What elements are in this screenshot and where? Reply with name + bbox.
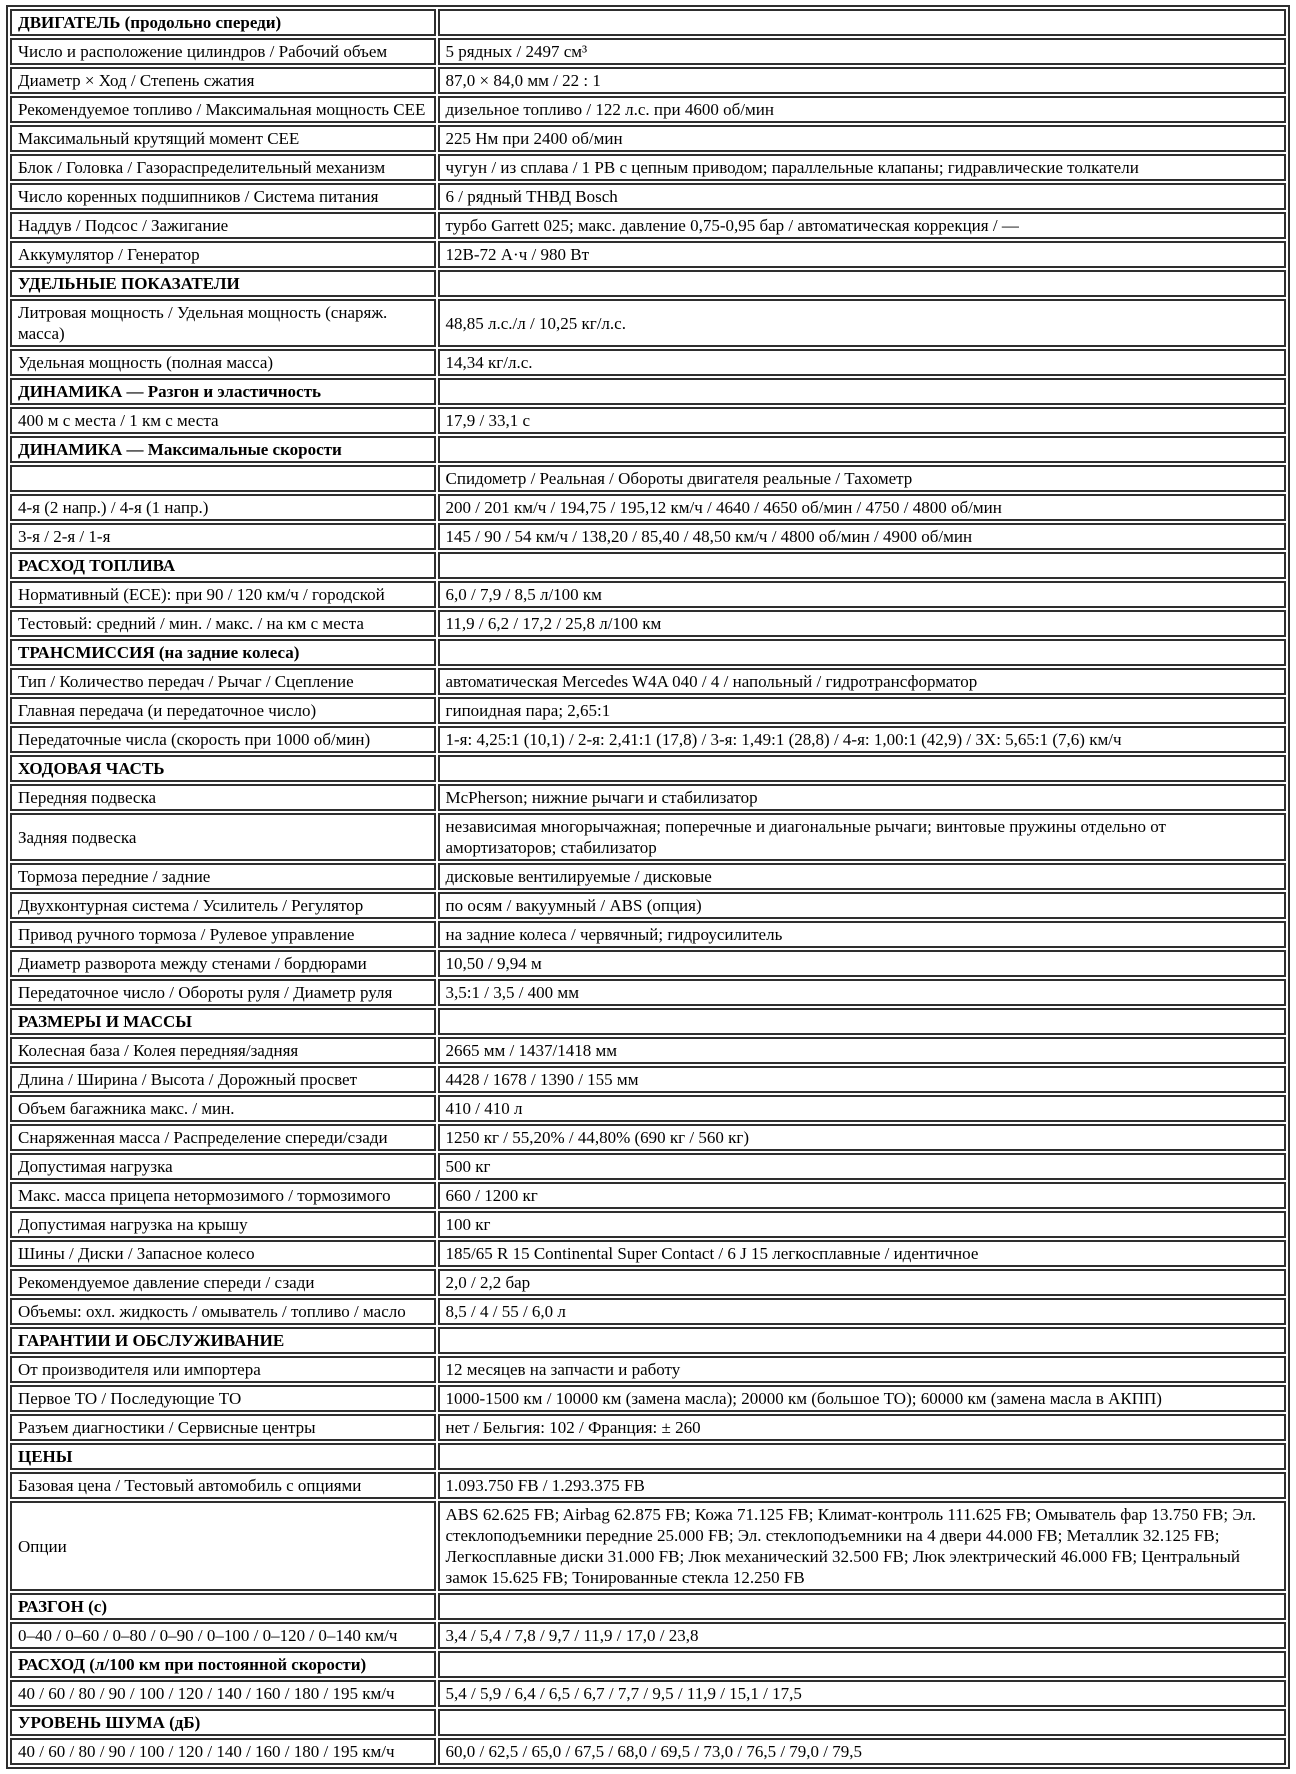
spec-row	[10, 863, 1286, 890]
spec-value: 410 / 410 л	[438, 1095, 1286, 1122]
section-title: ГАРАНТИИ И ОБСЛУЖИВАНИЕ	[10, 1327, 436, 1354]
spec-row	[10, 1066, 1286, 1093]
section-header-row	[10, 1008, 1286, 1035]
spec-row	[10, 1269, 1286, 1296]
spec-label: Шины / Диски / Запасное колесо	[10, 1240, 436, 1267]
section-title: РАЗМЕРЫ И МАССЫ	[10, 1008, 436, 1035]
spec-row	[10, 183, 1286, 210]
spec-value: 4428 / 1678 / 1390 / 155 мм	[438, 1066, 1286, 1093]
section-title: ЦЕНЫ	[10, 1443, 436, 1470]
spec-label: Наддув / Подсос / Зажигание	[10, 212, 436, 239]
spec-value	[438, 1008, 1286, 1035]
spec-value	[438, 755, 1286, 782]
spec-value	[438, 1593, 1286, 1620]
spec-value: чугун / из сплава / 1 РВ с цепным приводом; параллельные клапаны; гидравлические толкатели	[438, 154, 1286, 181]
section-title: РАСХОД ТОПЛИВА	[10, 552, 436, 579]
section-header-row	[10, 9, 1286, 36]
spec-value: по осям / вакуумный / ABS (опция)	[438, 892, 1286, 919]
spec-value: 6,0 / 7,9 / 8,5 л/100 км	[438, 581, 1286, 608]
spec-row	[10, 1124, 1286, 1151]
spec-label: 3-я / 2-я / 1-я	[10, 523, 436, 550]
section-header-row	[10, 755, 1286, 782]
spec-label: Привод ручного тормоза / Рулевое управление	[10, 921, 436, 948]
spec-label: Опции	[10, 1501, 436, 1591]
spec-row	[10, 950, 1286, 977]
spec-table	[6, 5, 1290, 1769]
section-header-row	[10, 378, 1286, 405]
spec-row	[10, 1356, 1286, 1383]
spec-label: Максимальный крутящий момент CEE	[10, 125, 436, 152]
spec-value: автоматическая Mercedes W4A 040 / 4 / напольный / гидротрансформатор	[438, 668, 1286, 695]
spec-value: дизельное топливо / 122 л.с. при 4600 об/мин	[438, 96, 1286, 123]
spec-label: Рекомендуемое топливо / Максимальная мощность CEE	[10, 96, 436, 123]
spec-row	[10, 1738, 1286, 1765]
spec-value: 12 месяцев на запчасти и работу	[438, 1356, 1286, 1383]
section-header-row	[10, 552, 1286, 579]
spec-value: 500 кг	[438, 1153, 1286, 1180]
spec-value: 60,0 / 62,5 / 65,0 / 67,5 / 68,0 / 69,5 / 73,0 / 76,5 / 79,0 / 79,5	[438, 1738, 1286, 1765]
spec-value: 185/65 R 15 Continental Super Contact / 6 J 15 легкосплавные / идентичное	[438, 1240, 1286, 1267]
spec-label: Длина / Ширина / Высота / Дорожный просвет	[10, 1066, 436, 1093]
spec-label: Двухконтурная система / Усилитель / Регулятор	[10, 892, 436, 919]
spec-label: Допустимая нагрузка на крышу	[10, 1211, 436, 1238]
spec-label: 400 м с места / 1 км с места	[10, 407, 436, 434]
spec-label: Передняя подвеска	[10, 784, 436, 811]
spec-value: 12В-72 А·ч / 980 Вт	[438, 241, 1286, 268]
spec-row	[10, 610, 1286, 637]
spec-value: 3,5:1 / 3,5 / 400 мм	[438, 979, 1286, 1006]
spec-value	[438, 1443, 1286, 1470]
spec-row	[10, 465, 1286, 492]
spec-row	[10, 38, 1286, 65]
spec-row	[10, 494, 1286, 521]
spec-row	[10, 1182, 1286, 1209]
section-title: ХОДОВАЯ ЧАСТЬ	[10, 755, 436, 782]
spec-value: ABS 62.625 FB; Airbag 62.875 FB; Кожа 71.125 FB; Климат-контроль 111.625 FB; Омыватель фар 13.750 FB; Эл. стеклоподъемники передние 25.000 FB; Эл. стеклоподъемники на 4 двери 44.000 FB; Металлик 32.125 FB; Легкосплавные диски 31.000 FB; Люк механический 32.500 FB; Люк электрический 46.000 FB; Центральный замок 15.625 FB; Тонированные стекла 12.250 FB	[438, 1501, 1286, 1591]
spec-row	[10, 1298, 1286, 1325]
spec-row	[10, 1472, 1286, 1499]
spec-row	[10, 892, 1286, 919]
spec-label: Удельная мощность (полная масса)	[10, 349, 436, 376]
section-header-row	[10, 1327, 1286, 1354]
spec-row	[10, 813, 1286, 861]
spec-label: Передаточные числа (скорость при 1000 об/мин)	[10, 726, 436, 753]
section-title: УДЕЛЬНЫЕ ПОКАЗАТЕЛИ	[10, 270, 436, 297]
spec-row	[10, 921, 1286, 948]
spec-row	[10, 299, 1286, 347]
spec-value	[438, 436, 1286, 463]
spec-label	[10, 465, 436, 492]
spec-value: 11,9 / 6,2 / 17,2 / 25,8 л/100 км	[438, 610, 1286, 637]
spec-label: Тестовый: средний / мин. / макс. / на км с места	[10, 610, 436, 637]
spec-row	[10, 1095, 1286, 1122]
spec-value: 1250 кг / 55,20% / 44,80% (690 кг / 560 кг)	[438, 1124, 1286, 1151]
spec-label: 40 / 60 / 80 / 90 / 100 / 120 / 140 / 160 / 180 / 195 км/ч	[10, 1680, 436, 1707]
spec-label: Объем багажника макс. / мин.	[10, 1095, 436, 1122]
spec-label: Число и расположение цилиндров / Рабочий объем	[10, 38, 436, 65]
spec-label: Диаметр × Ход / Степень сжатия	[10, 67, 436, 94]
section-title: РАСХОД (л/100 км при постоянной скорости)	[10, 1651, 436, 1678]
spec-value: 3,4 / 5,4 / 7,8 / 9,7 / 11,9 / 17,0 / 23,8	[438, 1622, 1286, 1649]
spec-value: 6 / рядный ТНВД Bosch	[438, 183, 1286, 210]
spec-row	[10, 67, 1286, 94]
spec-row	[10, 1680, 1286, 1707]
spec-label: Снаряженная масса / Распределение спереди/сзади	[10, 1124, 436, 1151]
spec-value: 17,9 / 33,1 с	[438, 407, 1286, 434]
spec-value	[438, 1709, 1286, 1736]
spec-value: 145 / 90 / 54 км/ч / 138,20 / 85,40 / 48,50 км/ч / 4800 об/мин / 4900 об/мин	[438, 523, 1286, 550]
section-header-row	[10, 1443, 1286, 1470]
spec-table-body	[10, 9, 1286, 1765]
spec-row	[10, 407, 1286, 434]
spec-value: McPherson; нижние рычаги и стабилизатор	[438, 784, 1286, 811]
spec-row	[10, 125, 1286, 152]
spec-label: Первое ТО / Последующие ТО	[10, 1385, 436, 1412]
spec-value	[438, 639, 1286, 666]
spec-label: 0–40 / 0–60 / 0–80 / 0–90 / 0–100 / 0–120 / 0–140 км/ч	[10, 1622, 436, 1649]
spec-value: 225 Нм при 2400 об/мин	[438, 125, 1286, 152]
section-title: ДИНАМИКА — Максимальные скорости	[10, 436, 436, 463]
spec-label: Литровая мощность / Удельная мощность (снаряж. масса)	[10, 299, 436, 347]
section-title: ДИНАМИКА — Разгон и эластичность	[10, 378, 436, 405]
spec-value: 14,34 кг/л.с.	[438, 349, 1286, 376]
spec-value: 660 / 1200 кг	[438, 1182, 1286, 1209]
spec-label: Нормативный (ЕСЕ): при 90 / 120 км/ч / городской	[10, 581, 436, 608]
spec-value: 100 кг	[438, 1211, 1286, 1238]
spec-label: Разъем диагностики / Сервисные центры	[10, 1414, 436, 1441]
spec-value: 2,0 / 2,2 бар	[438, 1269, 1286, 1296]
section-header-row	[10, 1709, 1286, 1736]
spec-label: Диаметр разворота между стенами / бордюрами	[10, 950, 436, 977]
spec-label: Допустимая нагрузка	[10, 1153, 436, 1180]
spec-label: Задняя подвеска	[10, 813, 436, 861]
section-header-row	[10, 270, 1286, 297]
spec-row	[10, 154, 1286, 181]
spec-row	[10, 1153, 1286, 1180]
section-header-row	[10, 1593, 1286, 1620]
spec-row	[10, 1622, 1286, 1649]
spec-label: Передаточное число / Обороты руля / Диаметр руля	[10, 979, 436, 1006]
section-title: РАЗГОН (с)	[10, 1593, 436, 1620]
spec-label: 4-я (2 напр.) / 4-я (1 напр.)	[10, 494, 436, 521]
spec-label: Объемы: охл. жидкость / омыватель / топливо / масло	[10, 1298, 436, 1325]
section-title: ДВИГАТЕЛЬ (продольно спереди)	[10, 9, 436, 36]
spec-value	[438, 1327, 1286, 1354]
spec-value: 8,5 / 4 / 55 / 6,0 л	[438, 1298, 1286, 1325]
spec-label: Рекомендуемое давление спереди / сзади	[10, 1269, 436, 1296]
spec-value	[438, 270, 1286, 297]
spec-row	[10, 581, 1286, 608]
spec-row	[10, 784, 1286, 811]
spec-value: 200 / 201 км/ч / 194,75 / 195,12 км/ч / 4640 / 4650 об/мин / 4750 / 4800 об/мин	[438, 494, 1286, 521]
section-title: ТРАНСМИССИЯ (на задние колеса)	[10, 639, 436, 666]
spec-row	[10, 241, 1286, 268]
spec-value: 87,0 × 84,0 мм / 22 : 1	[438, 67, 1286, 94]
spec-row	[10, 96, 1286, 123]
spec-row	[10, 1037, 1286, 1064]
spec-value	[438, 1651, 1286, 1678]
spec-value: турбо Garrett 025; макс. давление 0,75-0,95 бар / автоматическая коррекция / —	[438, 212, 1286, 239]
spec-row	[10, 979, 1286, 1006]
section-header-row	[10, 1651, 1286, 1678]
spec-row	[10, 668, 1286, 695]
spec-value	[438, 9, 1286, 36]
spec-label: Базовая цена / Тестовый автомобиль с опциями	[10, 1472, 436, 1499]
spec-row	[10, 1240, 1286, 1267]
spec-value: 1000-1500 км / 10000 км (замена масла); 20000 км (большое ТО); 60000 км (замена масла в АКПП)	[438, 1385, 1286, 1412]
spec-row	[10, 1501, 1286, 1591]
spec-value: 5,4 / 5,9 / 6,4 / 6,5 / 6,7 / 7,7 / 9,5 / 11,9 / 15,1 / 17,5	[438, 1680, 1286, 1707]
spec-label: Блок / Головка / Газораспределительный механизм	[10, 154, 436, 181]
spec-value: 1.093.750 FB / 1.293.375 FB	[438, 1472, 1286, 1499]
spec-row	[10, 212, 1286, 239]
spec-row	[10, 697, 1286, 724]
section-header-row	[10, 436, 1286, 463]
spec-value: 48,85 л.с./л / 10,25 кг/л.с.	[438, 299, 1286, 347]
section-title: УРОВЕНЬ ШУМА (дБ)	[10, 1709, 436, 1736]
spec-value: 10,50 / 9,94 м	[438, 950, 1286, 977]
spec-row	[10, 1414, 1286, 1441]
spec-row	[10, 523, 1286, 550]
spec-label: 40 / 60 / 80 / 90 / 100 / 120 / 140 / 160 / 180 / 195 км/ч	[10, 1738, 436, 1765]
section-header-row	[10, 639, 1286, 666]
spec-value: гипоидная пара; 2,65:1	[438, 697, 1286, 724]
spec-value: дисковые вентилируемые / дисковые	[438, 863, 1286, 890]
spec-row	[10, 1211, 1286, 1238]
spec-value: 2665 мм / 1437/1418 мм	[438, 1037, 1286, 1064]
spec-label: Число коренных подшипников / Система питания	[10, 183, 436, 210]
spec-label: Тормоза передние / задние	[10, 863, 436, 890]
spec-value: Спидометр / Реальная / Обороты двигателя реальные / Тахометр	[438, 465, 1286, 492]
spec-value: 1-я: 4,25:1 (10,1) / 2-я: 2,41:1 (17,8) / 3-я: 1,49:1 (28,8) / 4-я: 1,00:1 (42,9) / ЗХ: 5,65:1 (7,6) км/ч	[438, 726, 1286, 753]
spec-value	[438, 552, 1286, 579]
spec-label: От производителя или импортера	[10, 1356, 436, 1383]
spec-row	[10, 726, 1286, 753]
spec-value	[438, 378, 1286, 405]
spec-row	[10, 1385, 1286, 1412]
spec-value: нет / Бельгия: 102 / Франция: ± 260	[438, 1414, 1286, 1441]
spec-value: 5 рядных / 2497 см³	[438, 38, 1286, 65]
spec-row	[10, 349, 1286, 376]
spec-label: Аккумулятор / Генератор	[10, 241, 436, 268]
spec-label: Тип / Количество передач / Рычаг / Сцепление	[10, 668, 436, 695]
spec-label: Макс. масса прицепа нетормозимого / тормозимого	[10, 1182, 436, 1209]
spec-value: на задние колеса / червячный; гидроусилитель	[438, 921, 1286, 948]
spec-label: Колесная база / Колея передняя/задняя	[10, 1037, 436, 1064]
spec-value: независимая многорычажная; поперечные и диагональные рычаги; винтовые пружины отдельно от амортизаторов; стабилизатор	[438, 813, 1286, 861]
spec-label: Главная передача (и передаточное число)	[10, 697, 436, 724]
